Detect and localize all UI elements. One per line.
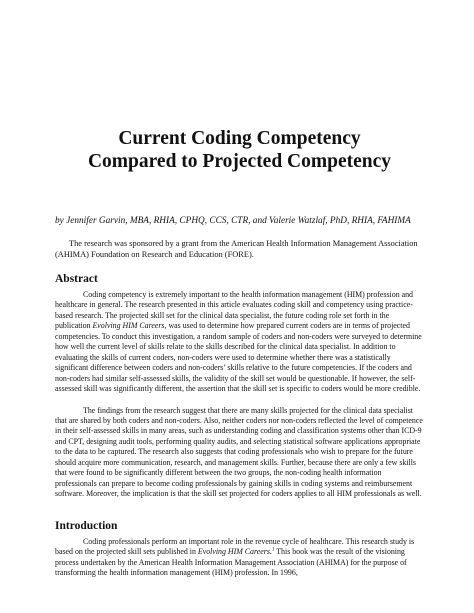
footnote-marker: 1 [271, 547, 275, 553]
abstract-paragraph-1 [55, 290, 424, 395]
author-byline: by Jennifer Garvin, MBA, RHIA, CPHQ, CCS, CTR, and Valerie Watzlaf, PhD, RHIA, FAHIMA [55, 216, 411, 226]
intro-p1-text-d: This book was the result of the visioning process undertaken by the American Health Information Management Association (AHIMA) for the purpose of transforming the health information management (HIM) profession. In 1996, [55, 547, 407, 577]
intro-p1-book-title: Evolving HIM Careers [197, 547, 270, 557]
sponsor-note: The research was sponsored by a grant from the American Health Information Management Association (AHIMA) Foundation on Research and Education (FORE). [55, 239, 418, 259]
abstract-p1-book-title: Evolving HIM Careers [92, 321, 165, 331]
abstract-paragraph-2: The findings from the research suggest that there are many skills projected for the clinical data specialist that are shared by both coders and non-coders. Also, neither coders nor non-coders reflected the level of competence in their self-assessed skills in many areas, such as understanding coding and classification systems other than ICD-9 and CPT, designing audit tools, performing quality audits, and selecting statistical software applications appropriate to the data to be captured. The research also suggests that coding professionals who wish to prepare for the future should acquire more communication, research, and management skills. Further, because there are only a few skills that were found to be significantly different between the two groups, the non-coding health information professionals can prepare to become coding professionals by gaining skills in coding systems and reimbursement software. Moreover, the implication is that the skill set projected for coders applies to all HIM professionals as well. [55, 405, 423, 499]
abstract-heading: Abstract [55, 273, 98, 285]
introduction-heading: Introduction [55, 519, 118, 532]
title-line-1: Current Coding Competency [118, 128, 361, 149]
intro-p1-text-c: . [269, 547, 272, 557]
article-title [55, 0, 424, 173]
abstract-p1-text-c: , was used to determine how prepared current coders are in terms of projected competencies. To conduct this investigation, a random sample of coders and non-coders were surveyed to determine how well the current level of skills relate to the skills described for the clinical data specialist. In addition to evaluating the skills of current coders, non-coders were used to determine whether there was a statistically significant difference between coders and non-coders’ skills relative to the future competencies. If the coders and non-coders had similar self-assessed skills, the validity of the skill set would be questionable. If however, the self-assessed skill was significantly different, the assertion that the skill set is specific to coders would be more credible. [55, 321, 422, 394]
introduction-paragraph-1 [55, 537, 424, 579]
abstract-p1-text-a: Coding competency is extremely important to the health information management (HIM) profession and healthcare in general. The research presented in this article evaluates coding skill and competency using practice-based research. The projected skill set for the clinical data specialist, the future coding role set forth in the publication [55, 290, 414, 331]
title-line-2: Compared to Projected Competency [87, 151, 392, 172]
intro-p1-text-a: Coding professionals perform an important role in the revenue cycle of healthcare. This research study is based on the projected skill sets published in [55, 536, 415, 557]
